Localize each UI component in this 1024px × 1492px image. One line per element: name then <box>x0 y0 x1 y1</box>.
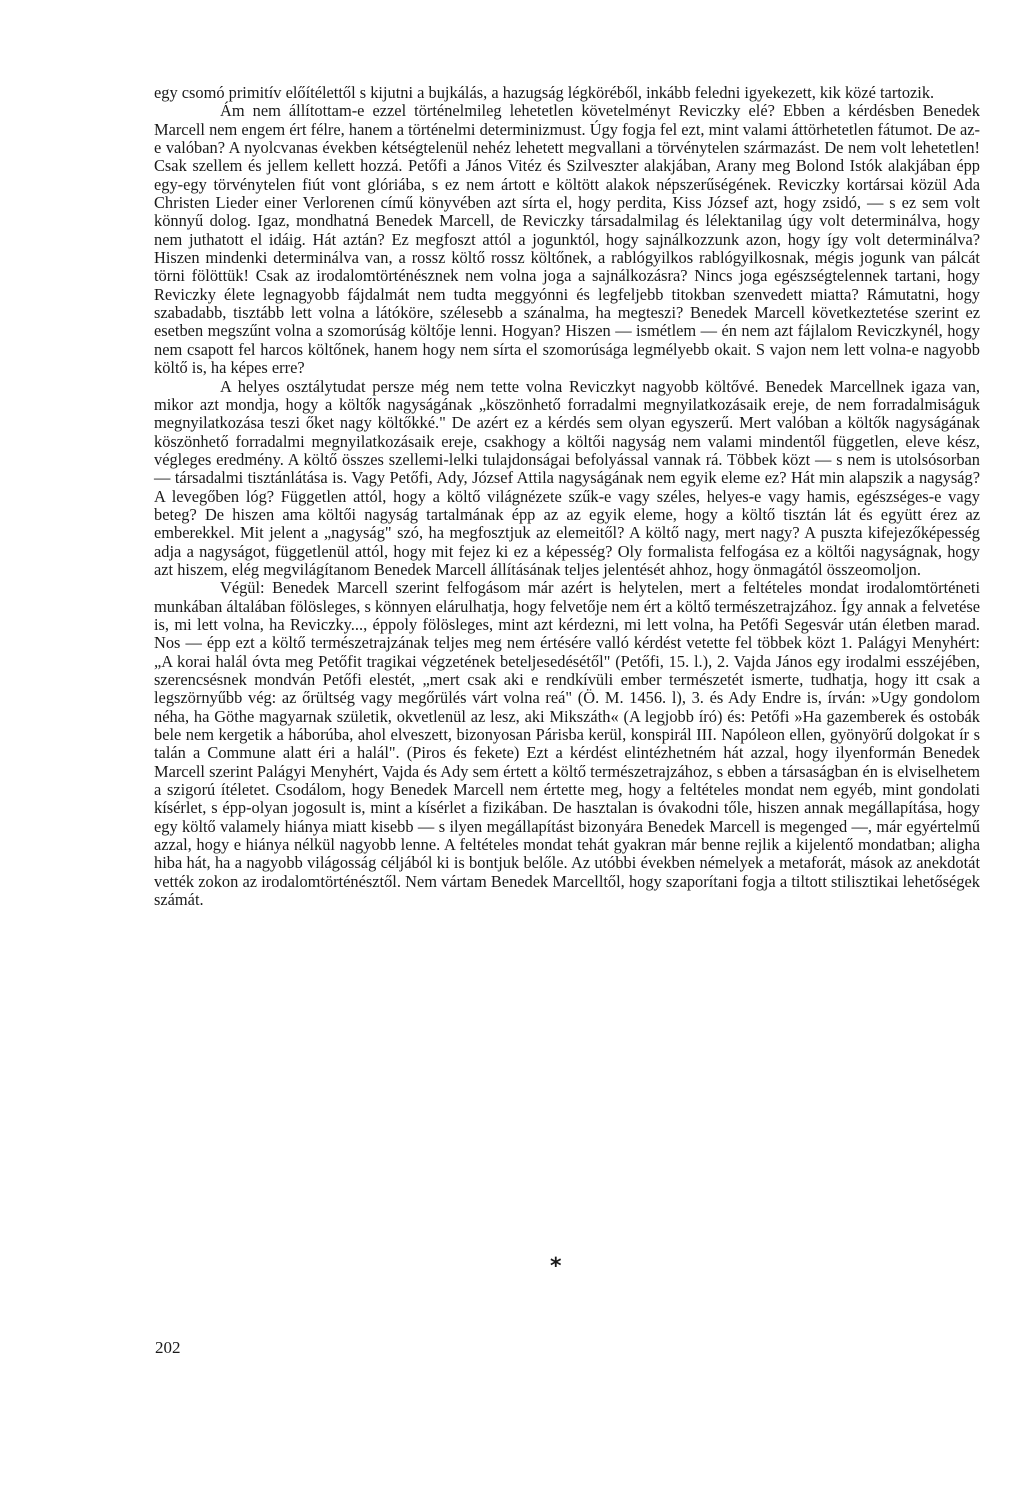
paragraph-3: A helyes osztálytudat persze még nem tette volna Reviczkyt nagyobb költővé. Benedek Marcellnek igaza van, mikor azt mondja, hogy a költők nagyságának „köszönhető forradalmi megnyilatkozásaik ereje, de nem forradalmiságuk megnyilatkozása teszi őket nagy költőkké." De azért ez a kérdés sem olyan egyszerű. Mert valóban a költők nagyságának köszönhető forradalmi megnyilatkozásaik ereje, csakhogy a költői nagyság nem valami mindentől független, eleve kész, végleges eredmény. A költő összes szellemi-lelki tulajdonságai befolyással vannak rá. Többek közt — s nem is utolsósorban — társadalmi tisztánlátása is. Vagy Petőfi, Ady, József Attila nagyságának nem egyik eleme ez? Hát min alapszik a nagyság? A levegőben lóg? Független attól, hogy a költő világnézete szűk-e vagy széles, helyes-e vagy hamis, egészséges-e vagy beteg? De hiszen ama költői nagyság tartalmának épp az az egyik eleme, hogy a költő tisztán lát és együtt érez az emberekkel. Mit jelent a „nagyság" szó, ha megfosztjuk az elemeitől? A költő nagy, mert nagy? A puszta kifejezőképesség adja a nagyságot, függetlenül attól, hogy mit fejez ki ez a képesség? Oly formalista felfogása ez a költői nagyságnak, hogy azt hiszem, elég megvilágítanom Benedek Marcell állításának teljes jelentését ahhoz, hogy önmagától összeomoljon. <box>154 376 980 579</box>
page-number: 202 <box>155 1338 181 1357</box>
paragraph-4: Végül: Benedek Marcell szerint felfogásom már azért is helytelen, mert a feltételes mondat irodalomtörténeti munkában általában fölösleges, s könnyen elárulhatja, hogy felvetője nem ért a költő természetrajzához. Így annak a felvetése is, mi lett volna, ha Reviczky..., éppoly fölösleges, mint azt kérdezni, mi lett volna, ha Petőfi Segesvár után életben marad. Nos — épp ezt a költő természetrajzának teljes meg nem értésére valló kérdést vetette fel többek közt 1. Palágyi Menyhért: „A korai halál óvta meg Petőfit tragikai végzetének beteljesedésétől" (Petőfi, 15. l.), 2. Vajda János egy irodalmi esszéjében, szerencsésnek mondván Petőfi elestét, „mert csak aki e rendkívüli ember természetét ismerte, tudhatja, hogy itt csak a legszörnyűbb vég: az őrültség vagy megőrülés várt volna reá" (Ö. M. 1456. l), 3. és Ady Endre is, írván: »Ugy gondolom néha, ha Göthe magyarnak születik, okvetlenül az lesz, aki Mikszáth« (A legjobb író) és: Petőfi »Ha gazemberek és ostobák bele nem kergetik a háborúba, ahol elveszett, bizonyosan Párisba kerül, konspirál III. Napóleon ellen, gyönyörű dolgokat ír s talán a Commune alatt éri a halál". (Piros és fekete) Ezt a kérdést elintézhetném hát azzal, hogy ilyenformán Benedek Marcell szerint Palágyi Menyhért, Vajda és Ady sem értett a költő természetrajzához, s ebben a társaságban én is elviselhetem a szigorú ítéletet. Csodálom, hogy Benedek Marcell nem értette meg, hogy a feltételes mondat nem egyéb, mint gondolati kísérlet, s épp-olyan jogosult is, mint a kísérlet a fizikában. De hasztalan is óvakodni tőle, hiszen annak megállapítása, hogy egy költő valamely hiánya miatt kisebb — s ilyen megállapítást bizonyára Benedek Marcell is megenged —, már egyértelmű azzal, hogy e hiánya nélkül nagyobb lenne. A feltételes mondat tehát gyakran már benne rejlik a kijelentő mondatban; aligha hiba hát, ha a nagyobb világosság céljából ki is bontjuk belőle. Az utóbbi években némelyek a metaforát, mások az anekdotát vették zokon az irodalomtörténésztől. Nem vártam Benedek Marcelltől, hogy szaporítani fogja a tiltott stilisztikai lehetőségek számát. <box>154 578 980 910</box>
section-separator: * <box>550 1254 562 1279</box>
page-body <box>154 84 980 909</box>
paragraph-2: Ám nem állítottam-e ezzel történelmileg lehetetlen követelményt Reviczky elé? Ebben a kérdésben Benedek Marcell nem engem ért félre, hanem a történelmi determinizmust. Úgy fogja fel ezt, mint valami áttörhetetlen fátumot. De az-e valóban? A nyolcvanas években kétségtelenül nehéz lehetett megvallani a törvénytelen származást. De nem volt lehetetlen! Csak szellem és jellem kellett hozzá. Petőfi a János Vitéz és Szilveszter alakjában, Arany meg Bolond Istók alakjában épp egy-egy törvénytelen fiút vont glóriába, s ez nem ártott e költött alakok népszerűségének. Reviczky kortársai közül Ada Christen Lieder einer Verlorenen című könyvében azt sírta el, hogy perdita, Kiss József azt, hogy zsidó, — s ez sem volt könnyű dolog. Igaz, mondhatná Benedek Marcell, de Reviczky társadalmilag és lélektanilag úgy volt determinálva, hogy nem juthatott el idáig. Hát aztán? Ez megfoszt attól a jogunktól, hogy sajnálkozzunk azon, hogy így volt determinálva? Hiszen mindenki determinálva van, a rossz költő rossz költőnek, a rablógyilkos rablógyilkosnak, mégis jogunk van pálcát törni fölöttük! Csak az irodalomtörténésznek nem volna joga a sajnálkozásra? Nincs joga egészségtelennek tartani, hogy Reviczky élete legnagyobb fájdalmát nem tudta meggyónni és legfeljebb titokban szenvedett miatta? Rámutatni, hogy szabadabb, tisztább lett volna a látóköre, szélesebb a szánalma, ha megteszi? Benedek Marcell következtetése szerint ez esetben megszűnt volna a szomorúság költője lenni. Hogyan? Hiszen — ismétlem — én nem azt fájlalom Reviczkynél, hogy nem csapott fel harcos költőnek, hanem hogy nem sírta el szomorúsága legmélyebb okait. S vajon nem lett volna-e nagyobb költő is, ha képes erre? <box>154 101 980 378</box>
paragraph-1: egy csomó primitív előítélettől s kijutni a bujkálás, a hazugság légköréből, inkább feledni igyekezett, kik közé tartozik. <box>154 83 935 102</box>
